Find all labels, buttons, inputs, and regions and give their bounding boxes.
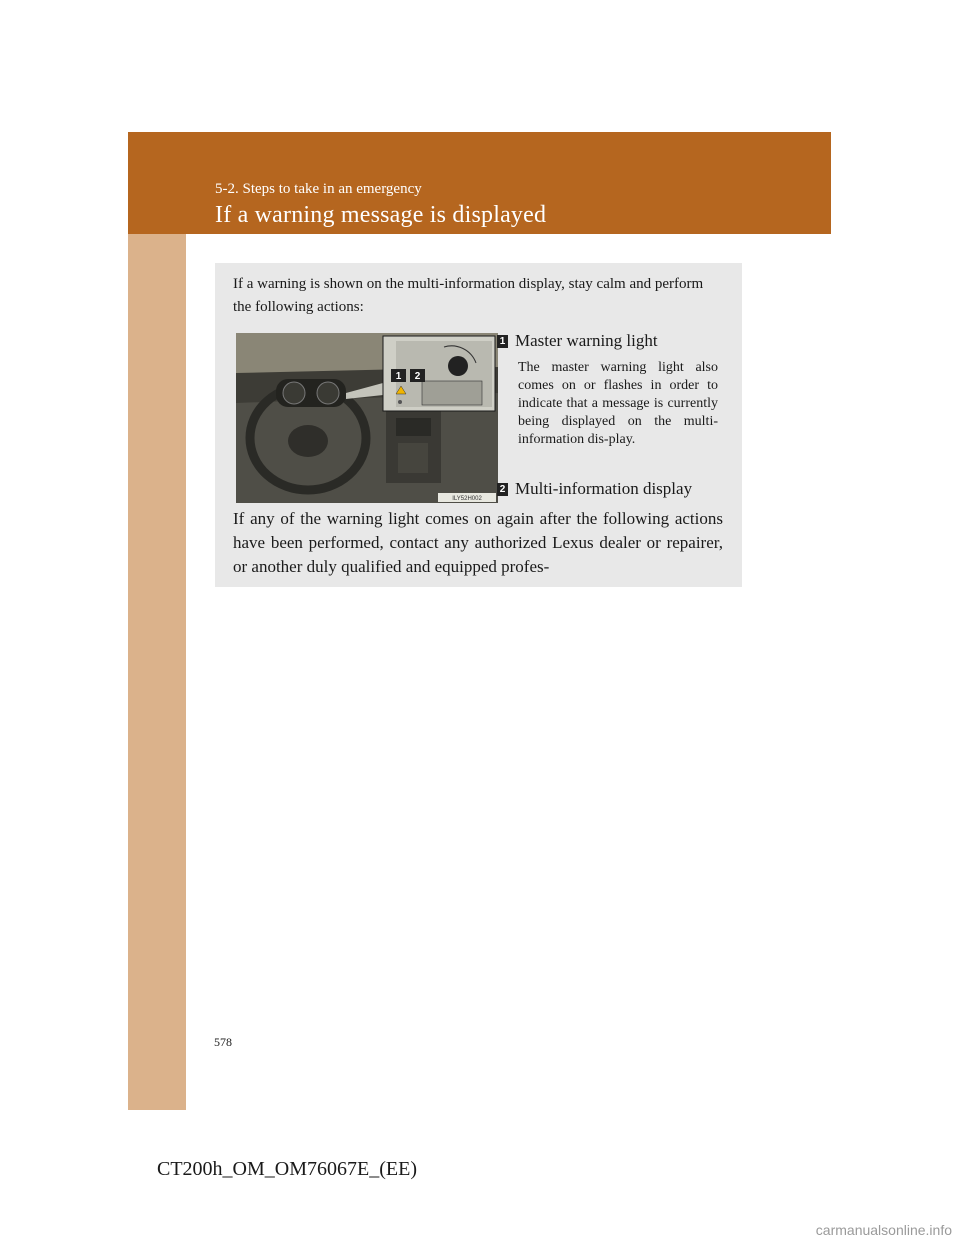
item-title: Multi-information display <box>515 479 693 498</box>
callout-1: 1 <box>395 371 402 382</box>
image-code: ILY52H002 <box>452 496 482 502</box>
right-gauge <box>317 382 339 404</box>
chapter-header <box>128 132 831 234</box>
item-1-heading <box>497 331 658 351</box>
content-box <box>215 263 742 587</box>
dashboard-illustration <box>236 333 498 503</box>
callout-2: 2 <box>414 371 421 382</box>
steering-hub <box>288 425 328 457</box>
dashboard-drawing <box>236 333 498 503</box>
item-1-description: The master warning light also comes on or flashes in order to indicate that a message is currently being displayed on the multi-information dis-play. <box>518 360 718 447</box>
watermark: carmanualsonline.info <box>815 1222 952 1238</box>
shifter-area <box>398 443 428 473</box>
page-title: If a warning message is displayed <box>215 202 547 228</box>
item-2-heading <box>497 479 692 499</box>
body-paragraph: If any of the warning light comes on again after the following actions have been performed, contact any authorized Lexus dealer or repairer, or another duly qualified and equipped profes- <box>233 509 723 576</box>
page-number: 578 <box>214 1035 232 1049</box>
section-label: 5-2. Steps to take in an emergency <box>215 181 422 197</box>
inset-gauge-knob <box>448 356 468 376</box>
console-controls <box>396 418 431 436</box>
side-strip <box>128 132 186 1110</box>
inset-display <box>422 381 482 405</box>
left-gauge <box>283 382 305 404</box>
item-title: Master warning light <box>515 331 658 350</box>
item-number-badge: 2 <box>497 483 508 496</box>
intro-text: If a warning is shown on the multi-information display, stay calm and perform the following actions: <box>233 276 704 315</box>
indicator-dot-icon <box>398 400 402 404</box>
item-number-badge: 1 <box>497 335 508 348</box>
footer-document-code: CT200h_OM_OM76067E_(EE) <box>157 1158 417 1180</box>
